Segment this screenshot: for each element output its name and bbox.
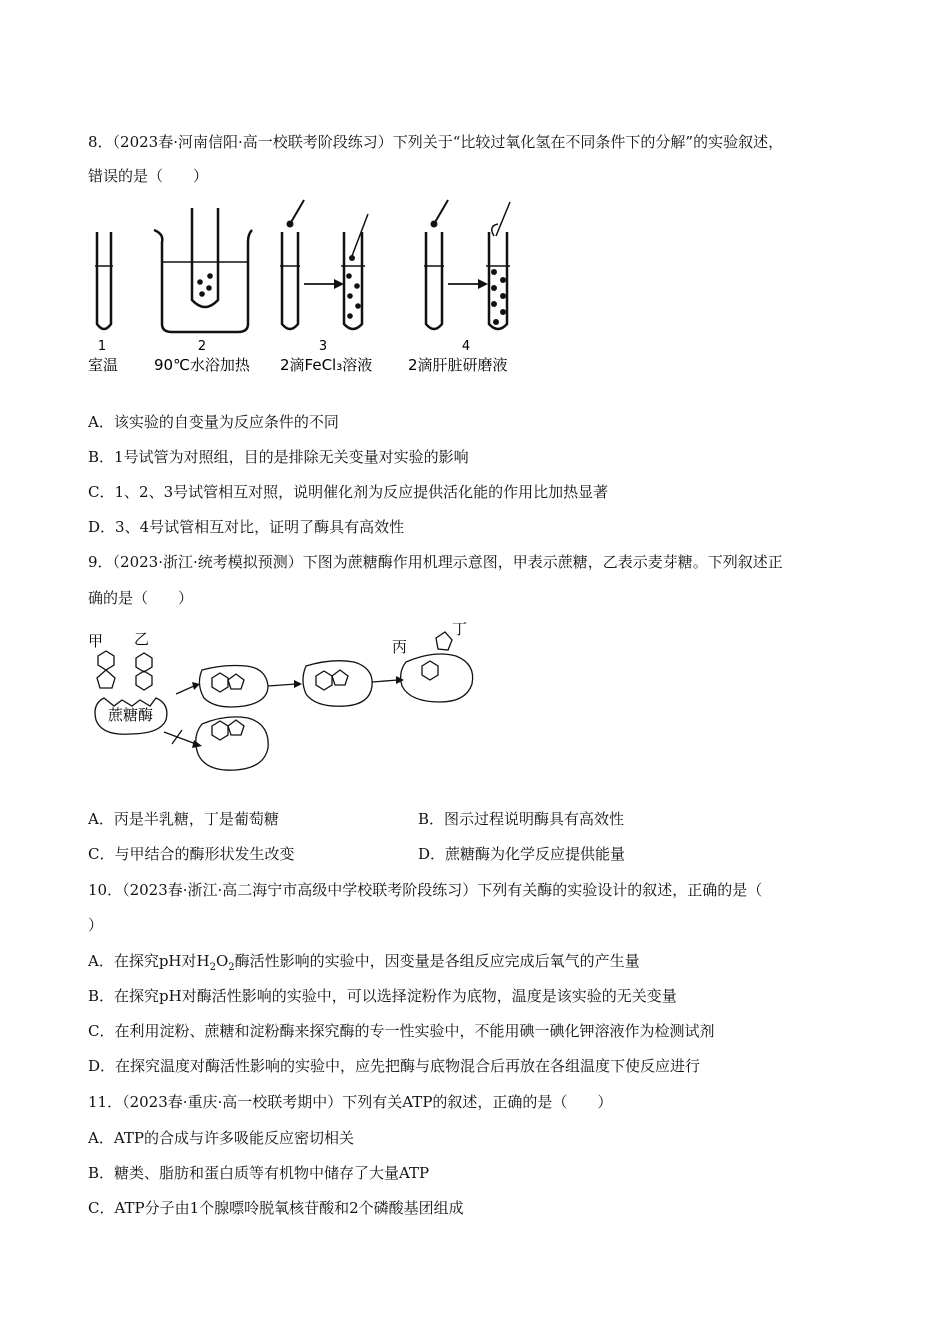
tube-1 (97, 232, 111, 329)
q11-option-a: A．ATP的合成与许多吸能反应密切相关 (88, 1129, 354, 1147)
tube-number-3: 3 (318, 339, 328, 354)
q8-test-tube-figure (82, 196, 532, 380)
label-bing: 丙 (392, 638, 408, 656)
q11-stem: 11．（2023春·重庆·高一校联考期中）下列有关ATP的叙述，正确的是（ ） (88, 1093, 613, 1111)
q9-sucrase-figure (84, 620, 484, 780)
q8-option-c: C．1、2、3号试管相互对照，说明催化剂为反应提供活化能的作用比加热显著 (88, 483, 609, 501)
subscript: 2 (209, 962, 216, 973)
tube-3a (282, 232, 298, 329)
q8-option-d: D．3、4号试管相互对比，证明了酶具有高效性 (88, 518, 405, 536)
q10-stem-line2: ） (88, 916, 104, 934)
caption-room-temp: 室温 (88, 356, 119, 374)
q10-option-c: C．在利用淀粉、蔗糖和淀粉酶来探究酶的专一性实验中，不能用碘一碘化钾溶液作为检测试剂 (88, 1022, 715, 1040)
subscript: 2 (228, 962, 235, 973)
caption-water-bath: 90℃水浴加热 (154, 356, 250, 374)
q11-option-b: B．糖类、脂肪和蛋白质等有机物中储存了大量ATP (88, 1164, 430, 1182)
label-jia: 甲 (88, 632, 104, 650)
beaker (154, 230, 252, 332)
enzyme-label: 蔗糖酶 (108, 706, 154, 724)
tube-number-1: 1 (97, 339, 107, 354)
q9-option-b: B．图示过程说明酶具有高效性 (418, 810, 625, 828)
q8-option-b: B．1号试管为对照组，目的是排除无关变量对实验的影响 (88, 448, 469, 466)
q9-stem-line1: 9．（2023·浙江·统考模拟预测）下图为蔗糖酶作用机理示意图，甲表示蔗糖，乙表示麦芽糖。下列叙述正 (88, 553, 783, 571)
q11-option-c: C．ATP分子由1个腺嘌呤脱氧核苷酸和2个磷酸基团组成 (88, 1199, 464, 1217)
q9-option-c: C．与甲结合的酶形状发生改变 (88, 845, 295, 863)
q10-option-a-suffix: 酶活性影响的实验中，因变量是各组反应完成后氧气的产生量 (234, 952, 640, 970)
q10-option-a-prefix: A．在探究pH对H (88, 952, 210, 970)
q8-option-a: A．该实验的自变量为反应条件的不同 (88, 413, 339, 431)
tube-2 (192, 208, 218, 307)
q9-stem-line2: 确的是（ ） (88, 589, 194, 607)
tube-number-4: 4 (461, 339, 471, 354)
q8-stem-line2: 错误的是（ ） (88, 167, 209, 185)
q10-option-b: B．在探究pH对酶活性影响的实验中，可以选择淀粉作为底物，温度是该实验的无关变量 (88, 987, 677, 1005)
q8-stem-line1: 8．（2023春·河南信阳·高一校联考阶段练习）下列关于“比较过氧化氢在不同条件下的分解”的实验叙述， (88, 133, 784, 151)
q10-option-a (88, 951, 640, 978)
tube-number-2: 2 (197, 339, 207, 354)
caption-liver: 2滴肝脏研磨液 (408, 356, 508, 374)
label-ding: 丁 (452, 620, 468, 638)
q10-stem-line1: 10．（2023春·浙江·高二海宁市高级中学校联考阶段练习）下列有关酶的实验设计的叙述，正确的是（ (88, 881, 763, 899)
q10-option-d: D．在探究温度对酶活性影响的实验中，应先把酶与底物混合后再放在各组温度下使反应进行 (88, 1057, 701, 1075)
label-yi: 乙 (134, 630, 150, 648)
q9-option-a: A．丙是半乳糖，丁是葡萄糖 (88, 810, 279, 828)
tube-3b (344, 232, 362, 329)
tube-4a (426, 232, 442, 329)
q10-option-a-mid: O (215, 952, 229, 970)
q9-option-d: D．蔗糖酶为化学反应提供能量 (418, 845, 626, 863)
caption-fecl3: 2滴FeCl₃溶液 (280, 356, 373, 374)
